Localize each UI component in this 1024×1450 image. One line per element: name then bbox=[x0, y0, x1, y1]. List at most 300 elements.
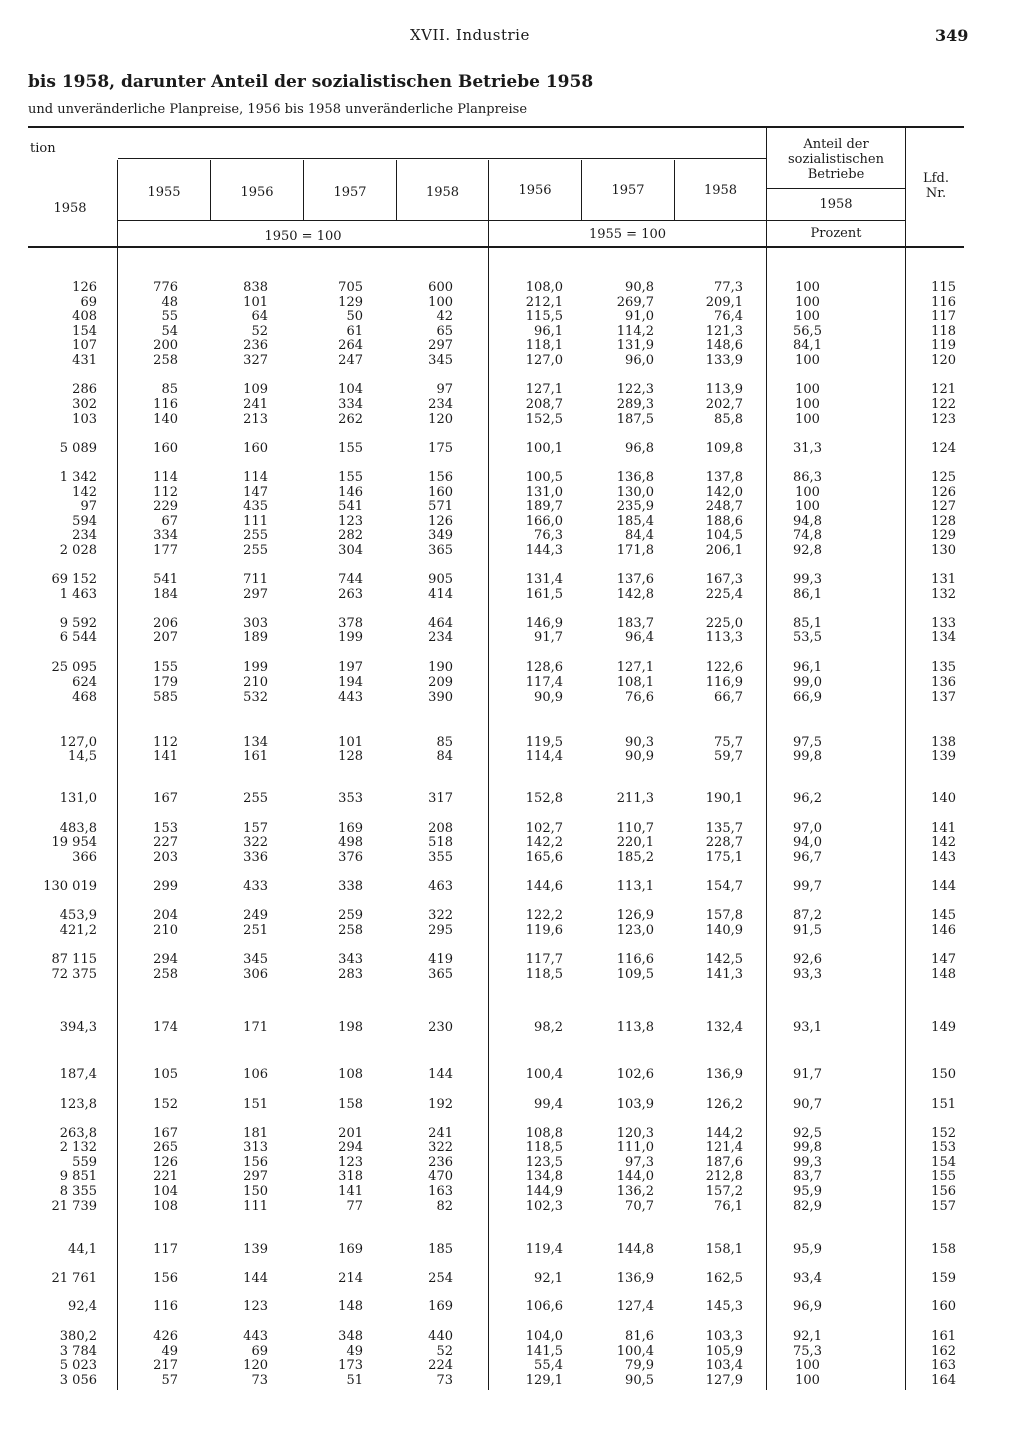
index-year-1958: 1958 bbox=[425, 185, 460, 200]
table-cell: 96,1 bbox=[793, 660, 822, 675]
table-cell: 55,4 bbox=[534, 1358, 563, 1373]
table-cell: 56,5 bbox=[793, 324, 822, 339]
table-cell: 51 bbox=[346, 1373, 363, 1388]
table-cell: 282 bbox=[338, 528, 363, 543]
table-cell: 21 761 bbox=[51, 1271, 97, 1286]
table-cell: 103 bbox=[72, 412, 97, 427]
table-cell: 14,5 bbox=[68, 749, 97, 764]
table-row bbox=[0, 1242, 1024, 1257]
table-cell: 255 bbox=[243, 543, 268, 558]
table-cell: 322 bbox=[243, 835, 268, 850]
table-row bbox=[0, 338, 1024, 353]
table-cell: 159 bbox=[931, 1271, 956, 1286]
table-cell: 107 bbox=[72, 338, 97, 353]
share-title: Anteil der sozialistischen Betriebe bbox=[787, 137, 884, 182]
table-cell: 263 bbox=[338, 587, 363, 602]
table-cell: 334 bbox=[338, 397, 363, 412]
table-cell: 175 bbox=[428, 441, 453, 456]
table-cell: 100 bbox=[795, 485, 820, 500]
table-cell: 160 bbox=[153, 441, 178, 456]
table-cell: 162 bbox=[931, 1344, 956, 1359]
table-cell: 365 bbox=[428, 543, 453, 558]
table-cell: 443 bbox=[338, 690, 363, 705]
table-cell: 95,9 bbox=[793, 1184, 822, 1199]
table-cell: 187,4 bbox=[59, 1067, 97, 1082]
table-row bbox=[0, 835, 1024, 850]
table-cell: 188,6 bbox=[705, 514, 743, 529]
table-row bbox=[0, 967, 1024, 982]
table-cell: 194 bbox=[338, 675, 363, 690]
table-cell: 421,2 bbox=[59, 923, 97, 938]
table-row bbox=[0, 470, 1024, 485]
table-cell: 189 bbox=[243, 630, 268, 645]
table-cell: 146 bbox=[931, 923, 956, 938]
table-row bbox=[0, 412, 1024, 427]
table-cell: 123 bbox=[931, 412, 956, 427]
table-cell: 258 bbox=[338, 923, 363, 938]
table-cell: 119,6 bbox=[525, 923, 563, 938]
table-cell: 185,2 bbox=[616, 850, 654, 865]
table-cell: 140 bbox=[931, 791, 956, 806]
table-cell: 61 bbox=[346, 324, 363, 339]
table-row bbox=[0, 382, 1024, 397]
table-row bbox=[0, 397, 1024, 412]
table-cell: 116 bbox=[153, 397, 178, 412]
table-cell: 343 bbox=[338, 952, 363, 967]
table-cell: 189,7 bbox=[525, 499, 563, 514]
table-cell: 48 bbox=[161, 295, 178, 310]
table-cell: 6 544 bbox=[59, 630, 97, 645]
table-cell: 42 bbox=[436, 309, 453, 324]
table-cell: 100 bbox=[795, 309, 820, 324]
table-cell: 365 bbox=[428, 967, 453, 982]
table-cell: 133 bbox=[931, 616, 956, 631]
top-rule bbox=[28, 126, 964, 128]
table-cell: 167,3 bbox=[705, 572, 743, 587]
table-cell: 141 bbox=[338, 1184, 363, 1199]
table-cell: 165,6 bbox=[525, 850, 563, 865]
table-cell: 66,9 bbox=[793, 690, 822, 705]
table-cell: 64 bbox=[251, 309, 268, 324]
table-cell: 100 bbox=[795, 1373, 820, 1388]
table-cell: 92,1 bbox=[793, 1329, 822, 1344]
table-cell: 212,1 bbox=[525, 295, 563, 310]
table-cell: 269,7 bbox=[616, 295, 654, 310]
table-cell: 206 bbox=[153, 616, 178, 631]
table-cell: 111 bbox=[243, 1199, 268, 1214]
table-cell: 207 bbox=[153, 630, 178, 645]
table-cell: 70,7 bbox=[625, 1199, 654, 1214]
table-cell: 414 bbox=[428, 587, 453, 602]
table-cell: 327 bbox=[243, 353, 268, 368]
table-cell: 134 bbox=[931, 630, 956, 645]
table-cell: 390 bbox=[428, 690, 453, 705]
table-cell: 353 bbox=[338, 791, 363, 806]
table-cell: 161 bbox=[931, 1329, 956, 1344]
table-cell: 248,7 bbox=[705, 499, 743, 514]
index-year-1955: 1955 bbox=[147, 185, 181, 200]
table-cell: 2 132 bbox=[59, 1140, 97, 1155]
table-cell: 234 bbox=[72, 528, 97, 543]
table-cell: 164 bbox=[931, 1373, 956, 1388]
table-cell: 101 bbox=[243, 295, 268, 310]
table-cell: 130,0 bbox=[616, 485, 654, 500]
table-cell: 317 bbox=[428, 791, 453, 806]
table-cell: 142,0 bbox=[705, 485, 743, 500]
table-cell: 100,1 bbox=[525, 441, 563, 456]
table-cell: 113,9 bbox=[705, 382, 743, 397]
table-cell: 139 bbox=[931, 749, 956, 764]
table-cell: 116,6 bbox=[616, 952, 654, 967]
table-cell: 131,9 bbox=[616, 338, 654, 353]
table-row bbox=[0, 324, 1024, 339]
table-cell: 90,5 bbox=[625, 1373, 654, 1388]
table-cell: 163 bbox=[428, 1184, 453, 1199]
table-cell: 302 bbox=[72, 397, 97, 412]
table-row bbox=[0, 543, 1024, 558]
base-1950-label: 1950 = 100 bbox=[264, 229, 342, 244]
table-cell: 100 bbox=[795, 382, 820, 397]
table-cell: 126 bbox=[931, 485, 956, 500]
table-cell: 147 bbox=[243, 485, 268, 500]
table-cell: 99,3 bbox=[793, 1155, 822, 1170]
table-cell: 498 bbox=[338, 835, 363, 850]
table-cell: 160 bbox=[931, 1299, 956, 1314]
table-cell: 183,7 bbox=[616, 616, 654, 631]
table-cell: 204 bbox=[153, 908, 178, 923]
table-cell: 141,3 bbox=[705, 967, 743, 982]
table-cell: 81,6 bbox=[625, 1329, 654, 1344]
table-cell: 135 bbox=[931, 660, 956, 675]
table-cell: 117 bbox=[153, 1242, 178, 1257]
table-cell: 69 bbox=[251, 1344, 268, 1359]
table-cell: 90,9 bbox=[534, 690, 563, 705]
table-cell: 97 bbox=[80, 499, 97, 514]
table-cell: 114,4 bbox=[525, 749, 563, 764]
table-cell: 236 bbox=[428, 1155, 453, 1170]
table-row bbox=[0, 1329, 1024, 1344]
table-cell: 104 bbox=[153, 1184, 178, 1199]
table-cell: 109 bbox=[243, 382, 268, 397]
table-cell: 157 bbox=[931, 1199, 956, 1214]
table-cell: 99,4 bbox=[534, 1097, 563, 1112]
table-cell: 108,8 bbox=[525, 1126, 563, 1141]
table-cell: 264 bbox=[338, 338, 363, 353]
table-cell: 123,8 bbox=[59, 1097, 97, 1112]
table-cell: 151 bbox=[243, 1097, 268, 1112]
table-cell: 338 bbox=[338, 879, 363, 894]
table-cell: 114 bbox=[243, 470, 268, 485]
table-cell: 141 bbox=[931, 821, 956, 836]
table-cell: 378 bbox=[338, 616, 363, 631]
table-cell: 100 bbox=[428, 295, 453, 310]
lfd-nr-header: Lfd. Nr. bbox=[923, 171, 949, 201]
table-cell: 157 bbox=[243, 821, 268, 836]
table-cell: 776 bbox=[153, 280, 178, 295]
table-cell: 380,2 bbox=[59, 1329, 97, 1344]
table-row bbox=[0, 1199, 1024, 1214]
table-cell: 112 bbox=[153, 485, 178, 500]
table-cell: 118,5 bbox=[525, 1140, 563, 1155]
table-cell: 150 bbox=[243, 1184, 268, 1199]
table-cell: 137,6 bbox=[616, 572, 654, 587]
table-cell: 129 bbox=[338, 295, 363, 310]
table-cell: 247 bbox=[338, 353, 363, 368]
table-cell: 100 bbox=[795, 499, 820, 514]
table-row bbox=[0, 675, 1024, 690]
table-cell: 86,1 bbox=[793, 587, 822, 602]
table-cell: 111,0 bbox=[616, 1140, 654, 1155]
table-cell: 157,2 bbox=[705, 1184, 743, 1199]
table-cell: 181 bbox=[243, 1126, 268, 1141]
table-cell: 2 028 bbox=[59, 543, 97, 558]
table-cell: 76,3 bbox=[534, 528, 563, 543]
table-cell: 152 bbox=[931, 1126, 956, 1141]
table-cell: 108,1 bbox=[616, 675, 654, 690]
table-cell: 100 bbox=[795, 295, 820, 310]
table-cell: 116,9 bbox=[705, 675, 743, 690]
table-cell: 154,7 bbox=[705, 879, 743, 894]
table-cell: 117,4 bbox=[525, 675, 563, 690]
table-row bbox=[0, 1344, 1024, 1359]
table-cell: 91,7 bbox=[534, 630, 563, 645]
table-cell: 453,9 bbox=[59, 908, 97, 923]
table-cell: 203 bbox=[153, 850, 178, 865]
table-cell: 225,0 bbox=[705, 616, 743, 631]
table-cell: 128 bbox=[338, 749, 363, 764]
table-cell: 171 bbox=[243, 1020, 268, 1035]
table-cell: 73 bbox=[251, 1373, 268, 1388]
table-cell: 130 019 bbox=[43, 879, 97, 894]
table-cell: 87,2 bbox=[793, 908, 822, 923]
table-cell: 120,3 bbox=[616, 1126, 654, 1141]
table-cell: 19 954 bbox=[51, 835, 97, 850]
table-cell: 322 bbox=[428, 1140, 453, 1155]
table-cell: 134,8 bbox=[525, 1169, 563, 1184]
table-cell: 108 bbox=[153, 1199, 178, 1214]
table-cell: 408 bbox=[72, 309, 97, 324]
table-cell: 464 bbox=[428, 616, 453, 631]
table-cell: 214 bbox=[338, 1271, 363, 1286]
table-cell: 158,1 bbox=[705, 1242, 743, 1257]
table-cell: 110,7 bbox=[616, 821, 654, 836]
table-cell: 103,3 bbox=[705, 1329, 743, 1344]
table-cell: 136 bbox=[931, 675, 956, 690]
table-cell: 131,0 bbox=[525, 485, 563, 500]
table-row bbox=[0, 749, 1024, 764]
table-cell: 199 bbox=[243, 660, 268, 675]
table-cell: 132 bbox=[931, 587, 956, 602]
table-row bbox=[0, 908, 1024, 923]
table-cell: 79,9 bbox=[625, 1358, 654, 1373]
table-cell: 144,2 bbox=[705, 1126, 743, 1141]
table-cell: 100 bbox=[795, 1358, 820, 1373]
table-cell: 600 bbox=[428, 280, 453, 295]
table-cell: 99,8 bbox=[793, 1140, 822, 1155]
table-row bbox=[0, 821, 1024, 836]
table-cell: 185 bbox=[428, 1242, 453, 1257]
table-cell: 160 bbox=[243, 441, 268, 456]
table-cell: 109,5 bbox=[616, 967, 654, 982]
table-cell: 127,0 bbox=[59, 735, 97, 750]
table-row bbox=[0, 353, 1024, 368]
table-cell: 108,0 bbox=[525, 280, 563, 295]
page-number: 349 bbox=[935, 26, 969, 45]
table-cell: 104,0 bbox=[525, 1329, 563, 1344]
table-cell: 86,3 bbox=[793, 470, 822, 485]
table-row bbox=[0, 952, 1024, 967]
table-cell: 463 bbox=[428, 879, 453, 894]
table-cell: 299 bbox=[153, 879, 178, 894]
table-cell: 136,8 bbox=[616, 470, 654, 485]
table-cell: 97,0 bbox=[793, 821, 822, 836]
table-cell: 84,1 bbox=[793, 338, 822, 353]
table-cell: 705 bbox=[338, 280, 363, 295]
table-cell: 140 bbox=[153, 412, 178, 427]
table-cell: 154 bbox=[72, 324, 97, 339]
table-cell: 92,6 bbox=[793, 952, 822, 967]
table-cell: 838 bbox=[243, 280, 268, 295]
table-cell: 25 095 bbox=[51, 660, 97, 675]
rule-under-share-title bbox=[766, 188, 906, 189]
table-cell: 151 bbox=[931, 1097, 956, 1112]
table-cell: 5 089 bbox=[59, 441, 97, 456]
table-cell: 136,2 bbox=[616, 1184, 654, 1199]
table-row bbox=[0, 630, 1024, 645]
table-cell: 155 bbox=[338, 441, 363, 456]
table-cell: 131,0 bbox=[59, 791, 97, 806]
table-cell: 105 bbox=[153, 1067, 178, 1082]
header-bottom-rule bbox=[28, 246, 964, 248]
table-cell: 123 bbox=[338, 1155, 363, 1170]
share-year: 1958 bbox=[819, 197, 853, 212]
table-cell: 532 bbox=[243, 690, 268, 705]
table-cell: 209,1 bbox=[705, 295, 743, 310]
table-cell: 121,4 bbox=[705, 1140, 743, 1155]
table-cell: 102,7 bbox=[525, 821, 563, 836]
table-cell: 50 bbox=[346, 309, 363, 324]
table-cell: 376 bbox=[338, 850, 363, 865]
table-cell: 241 bbox=[243, 397, 268, 412]
table-cell: 185,4 bbox=[616, 514, 654, 529]
table-cell: 221 bbox=[153, 1169, 178, 1184]
table-cell: 120 bbox=[931, 353, 956, 368]
table-cell: 82 bbox=[436, 1199, 453, 1214]
table-cell: 144,0 bbox=[616, 1169, 654, 1184]
table-cell: 169 bbox=[338, 1242, 363, 1257]
table-cell: 229 bbox=[153, 499, 178, 514]
table-cell: 286 bbox=[72, 382, 97, 397]
table-cell: 9 851 bbox=[59, 1169, 97, 1184]
table-cell: 297 bbox=[428, 338, 453, 353]
table-subtitle: und unveränderliche Planpreise, 1956 bis 1958 unveränderliche Planpreise bbox=[28, 102, 528, 117]
table-cell: 90,3 bbox=[625, 735, 654, 750]
table-cell: 96,9 bbox=[793, 1299, 822, 1314]
table-cell: 116 bbox=[153, 1299, 178, 1314]
table-cell: 265 bbox=[153, 1140, 178, 1155]
table-cell: 241 bbox=[428, 1126, 453, 1141]
table-cell: 103,4 bbox=[705, 1358, 743, 1373]
table-cell: 153 bbox=[153, 821, 178, 836]
table-row bbox=[0, 499, 1024, 514]
table-cell: 85 bbox=[436, 735, 453, 750]
table-cell: 142,8 bbox=[616, 587, 654, 602]
table-cell: 419 bbox=[428, 952, 453, 967]
table-cell: 96,8 bbox=[625, 441, 654, 456]
table-cell: 133,9 bbox=[705, 353, 743, 368]
table-row bbox=[0, 1067, 1024, 1082]
table-cell: 571 bbox=[428, 499, 453, 514]
table-cell: 126 bbox=[72, 280, 97, 295]
table-cell: 127 bbox=[931, 499, 956, 514]
table-cell: 127,0 bbox=[525, 353, 563, 368]
table-cell: 152,5 bbox=[525, 412, 563, 427]
table-cell: 97 bbox=[436, 382, 453, 397]
table-cell: 93,3 bbox=[793, 967, 822, 982]
table-cell: 177 bbox=[153, 543, 178, 558]
table-cell: 152,8 bbox=[525, 791, 563, 806]
table-cell: 123 bbox=[243, 1299, 268, 1314]
table-row bbox=[0, 528, 1024, 543]
table-cell: 468 bbox=[72, 690, 97, 705]
table-cell: 69 bbox=[80, 295, 97, 310]
table-cell: 5 023 bbox=[59, 1358, 97, 1373]
table-cell: 345 bbox=[428, 353, 453, 368]
table-cell: 44,1 bbox=[68, 1242, 97, 1257]
table-row bbox=[0, 1155, 1024, 1170]
table-cell: 52 bbox=[436, 1344, 453, 1359]
table-cell: 103,9 bbox=[616, 1097, 654, 1112]
table-cell: 132,4 bbox=[705, 1020, 743, 1035]
table-cell: 129 bbox=[931, 528, 956, 543]
table-cell: 100,4 bbox=[525, 1067, 563, 1082]
table-cell: 156 bbox=[153, 1271, 178, 1286]
share-unit: Prozent bbox=[810, 226, 862, 241]
table-cell: 115,5 bbox=[525, 309, 563, 324]
table-cell: 236 bbox=[243, 338, 268, 353]
table-cell: 711 bbox=[243, 572, 268, 587]
table-row bbox=[0, 1169, 1024, 1184]
table-cell: 99,0 bbox=[793, 675, 822, 690]
table-cell: 141 bbox=[153, 749, 178, 764]
table-cell: 234 bbox=[428, 397, 453, 412]
table-cell: 104,5 bbox=[705, 528, 743, 543]
table-cell: 96,4 bbox=[625, 630, 654, 645]
table-cell: 173 bbox=[338, 1358, 363, 1373]
table-row bbox=[0, 850, 1024, 865]
table-cell: 66,7 bbox=[714, 690, 743, 705]
table-cell: 259 bbox=[338, 908, 363, 923]
table-cell: 167 bbox=[153, 791, 178, 806]
table-cell: 76,6 bbox=[625, 690, 654, 705]
table-cell: 297 bbox=[243, 1169, 268, 1184]
table-cell: 175,1 bbox=[705, 850, 743, 865]
table-cell: 160 bbox=[428, 485, 453, 500]
table-cell: 99,3 bbox=[793, 572, 822, 587]
table-cell: 122,3 bbox=[616, 382, 654, 397]
table-cell: 83,7 bbox=[793, 1169, 822, 1184]
table-cell: 201 bbox=[338, 1126, 363, 1141]
table-cell: 121 bbox=[931, 382, 956, 397]
table-row bbox=[0, 1184, 1024, 1199]
table-cell: 254 bbox=[428, 1271, 453, 1286]
table-cell: 187,5 bbox=[616, 412, 654, 427]
table-cell: 202,7 bbox=[705, 397, 743, 412]
table-cell: 76,1 bbox=[714, 1199, 743, 1214]
table-cell: 52 bbox=[251, 324, 268, 339]
table-cell: 156 bbox=[428, 470, 453, 485]
table-cell: 114,2 bbox=[616, 324, 654, 339]
